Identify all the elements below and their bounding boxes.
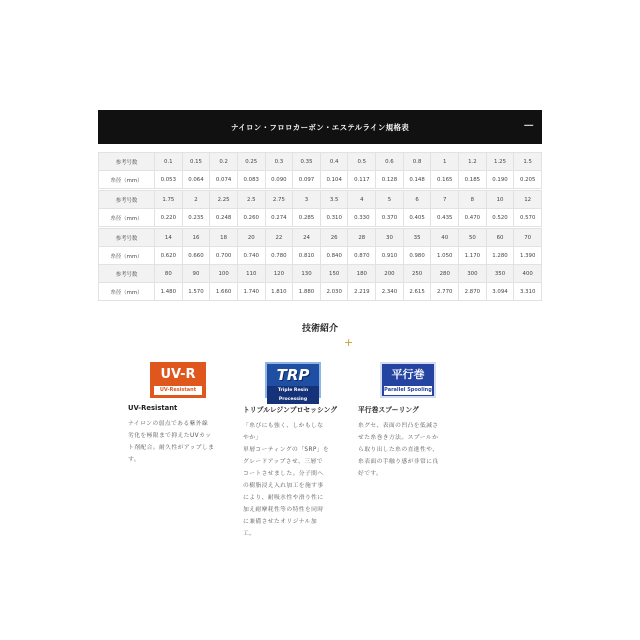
table-cell: 0.1 xyxy=(155,153,183,171)
diameter-row xyxy=(99,171,542,189)
table-cell: 1.170 xyxy=(459,247,487,265)
table-cell: 2.25 xyxy=(210,191,238,209)
table-cell: 1.75 xyxy=(155,191,183,209)
table-cell: 0.660 xyxy=(182,247,210,265)
table-cell: 0.870 xyxy=(348,247,376,265)
spec-table-header[interactable] xyxy=(98,110,542,144)
table-cell: 0.074 xyxy=(210,171,238,189)
table-cell: 0.700 xyxy=(210,247,238,265)
feature-parallel-spooling xyxy=(358,362,458,480)
table-cell: 22 xyxy=(265,229,293,247)
uv-resistant-logo: UV-R UV-Resistant xyxy=(150,362,206,398)
row-label: 参考号数 xyxy=(99,153,155,171)
row-label: 参考号数 xyxy=(99,265,155,283)
table-cell: 1.570 xyxy=(182,283,210,301)
table-cell: 70 xyxy=(514,229,542,247)
table-cell: 90 xyxy=(182,265,210,283)
table-cell: 0.128 xyxy=(376,171,404,189)
table-cell: 0.8 xyxy=(403,153,431,171)
table-cell: 130 xyxy=(293,265,321,283)
spec-block xyxy=(98,152,542,189)
table-cell: 1.050 xyxy=(431,247,459,265)
table-cell: 400 xyxy=(514,265,542,283)
table-cell: 0.248 xyxy=(210,209,238,227)
spec-block xyxy=(98,190,542,227)
table-cell: 1 xyxy=(431,153,459,171)
row-label: 糸径（mm） xyxy=(99,171,155,189)
table-cell: 3.5 xyxy=(320,191,348,209)
table-cell: 1.5 xyxy=(514,153,542,171)
row-label: 糸径（mm） xyxy=(99,283,155,301)
table-cell: 0.190 xyxy=(486,171,514,189)
collapse-icon[interactable]: — xyxy=(523,120,534,131)
row-label: 糸径（mm） xyxy=(99,209,155,227)
table-cell: 3.094 xyxy=(486,283,514,301)
section-title: 技術紹介 xyxy=(301,324,338,334)
feature-description: 「糸ぴにも強く、しかもしな やか」 単層コーティングの「SRP」を グレードアップさせ、三層で コートさせました。分子間へ の樹脂浸え入れ加工を施す事 により、耐吸水性や滑り性に 加え耐摩耗性等の特性を同時 に兼備させたオリジナル加 工。 xyxy=(243,423,330,537)
table-cell: 0.117 xyxy=(348,171,376,189)
gauge-row xyxy=(99,265,542,283)
table-cell: 1.660 xyxy=(210,283,238,301)
table-cell: 1.25 xyxy=(486,153,514,171)
table-cell: 0.235 xyxy=(182,209,210,227)
table-cell: 50 xyxy=(459,229,487,247)
gauge-row xyxy=(99,153,542,171)
table-cell: 0.15 xyxy=(182,153,210,171)
plus-icon: + xyxy=(344,336,354,349)
table-cell: 0.185 xyxy=(459,171,487,189)
feature-name: UV-Resistant xyxy=(128,404,178,412)
table-cell: 18 xyxy=(210,229,238,247)
table-cell: 0.405 xyxy=(403,209,431,227)
table-cell: 0.810 xyxy=(293,247,321,265)
table-cell: 0.220 xyxy=(155,209,183,227)
table-cell: 26 xyxy=(320,229,348,247)
trp-logo: TRP Triple Resin Processing xyxy=(265,362,321,398)
table-cell: 7 xyxy=(431,191,459,209)
gauge-row xyxy=(99,229,542,247)
feature-name: 平行巻スプーリング xyxy=(358,406,419,414)
table-cell: 0.330 xyxy=(348,209,376,227)
table-cell: 3 xyxy=(293,191,321,209)
table-cell: 16 xyxy=(182,229,210,247)
table-cell: 35 xyxy=(403,229,431,247)
table-cell: 0.148 xyxy=(403,171,431,189)
table-cell: 350 xyxy=(486,265,514,283)
table-cell: 0.205 xyxy=(514,171,542,189)
table-cell: 0.097 xyxy=(293,171,321,189)
table-cell: 0.4 xyxy=(320,153,348,171)
table-cell: 120 xyxy=(265,265,293,283)
parallel-spooling-logo: 平行巻 Parallel Spooling xyxy=(380,362,436,398)
table-cell: 0.520 xyxy=(486,209,514,227)
diameter-row xyxy=(99,247,542,265)
table-cell: 0.25 xyxy=(237,153,265,171)
table-cell: 110 xyxy=(237,265,265,283)
feature-triple-resin xyxy=(243,362,353,540)
table-cell: 2 xyxy=(182,191,210,209)
table-cell: 2.5 xyxy=(237,191,265,209)
table-cell: 0.053 xyxy=(155,171,183,189)
table-cell: 0.165 xyxy=(431,171,459,189)
table-cell: 0.620 xyxy=(155,247,183,265)
table-cell: 24 xyxy=(293,229,321,247)
table-cell: 1.2 xyxy=(459,153,487,171)
table-cell: 0.570 xyxy=(514,209,542,227)
feature-description: ナイロンの弱点である紫外線 劣化を極限まで抑えたUVカッ ト剤配合。耐久性がアップしま す。 xyxy=(128,421,215,463)
table-cell: 0.370 xyxy=(376,209,404,227)
table-cell: 2.219 xyxy=(348,283,376,301)
table-cell: 2.030 xyxy=(320,283,348,301)
table-cell: 0.3 xyxy=(265,153,293,171)
row-label: 参考号数 xyxy=(99,191,155,209)
table-cell: 3.310 xyxy=(514,283,542,301)
row-label: 糸径（mm） xyxy=(99,247,155,265)
feature-uv-resistant xyxy=(128,362,228,466)
feature-name: トリプルレジンプロセッシング xyxy=(243,406,338,414)
table-cell: 14 xyxy=(155,229,183,247)
table-cell: 20 xyxy=(237,229,265,247)
table-cell: 4 xyxy=(348,191,376,209)
table-cell: 150 xyxy=(320,265,348,283)
table-cell: 0.740 xyxy=(237,247,265,265)
table-cell: 0.6 xyxy=(376,153,404,171)
spec-table-title: ナイロン・フロロカーボン・エステルライン規格表 xyxy=(230,122,410,132)
table-cell: 0.260 xyxy=(237,209,265,227)
row-label: 参考号数 xyxy=(99,229,155,247)
table-cell: 28 xyxy=(348,229,376,247)
table-cell: 1.740 xyxy=(237,283,265,301)
table-cell: 200 xyxy=(376,265,404,283)
table-cell: 0.083 xyxy=(237,171,265,189)
table-cell: 40 xyxy=(431,229,459,247)
table-cell: 0.840 xyxy=(320,247,348,265)
table-cell: 6 xyxy=(403,191,431,209)
table-cell: 0.35 xyxy=(293,153,321,171)
table-cell: 1.480 xyxy=(155,283,183,301)
table-cell: 100 xyxy=(210,265,238,283)
table-cell: 0.104 xyxy=(320,171,348,189)
table-cell: 1.810 xyxy=(265,283,293,301)
table-cell: 2.340 xyxy=(376,283,404,301)
table-cell: 0.910 xyxy=(376,247,404,265)
table-cell: 2.75 xyxy=(265,191,293,209)
table-cell: 10 xyxy=(486,191,514,209)
table-cell: 1.390 xyxy=(514,247,542,265)
table-cell: 5 xyxy=(376,191,404,209)
gauge-row xyxy=(99,191,542,209)
table-cell: 0.980 xyxy=(403,247,431,265)
table-cell: 0.285 xyxy=(293,209,321,227)
table-cell: 1.880 xyxy=(293,283,321,301)
table-cell: 0.470 xyxy=(459,209,487,227)
table-cell: 180 xyxy=(348,265,376,283)
table-cell: 2.615 xyxy=(403,283,431,301)
table-cell: 8 xyxy=(459,191,487,209)
table-cell: 0.2 xyxy=(210,153,238,171)
table-cell: 0.5 xyxy=(348,153,376,171)
table-cell: 250 xyxy=(403,265,431,283)
table-cell: 2.770 xyxy=(431,283,459,301)
table-cell: 30 xyxy=(376,229,404,247)
table-cell: 280 xyxy=(431,265,459,283)
table-cell: 300 xyxy=(459,265,487,283)
table-cell: 80 xyxy=(155,265,183,283)
table-cell: 0.274 xyxy=(265,209,293,227)
table-cell: 0.310 xyxy=(320,209,348,227)
table-cell: 60 xyxy=(486,229,514,247)
table-cell: 0.090 xyxy=(265,171,293,189)
spec-block xyxy=(98,264,542,301)
table-cell: 1.280 xyxy=(486,247,514,265)
feature-description: 糸グセ、表面の凹凸を低減さ せた糸巻き方法。スプールか ら取り出した糸の直進性や、 糸表面の手触り感が非常に良 好です。 xyxy=(358,423,439,477)
diameter-row xyxy=(99,209,542,227)
table-cell: 0.435 xyxy=(431,209,459,227)
table-cell: 0.064 xyxy=(182,171,210,189)
spec-block xyxy=(98,228,542,265)
table-cell: 12 xyxy=(514,191,542,209)
diameter-row xyxy=(99,283,542,301)
table-cell: 0.780 xyxy=(265,247,293,265)
table-cell: 2.870 xyxy=(459,283,487,301)
